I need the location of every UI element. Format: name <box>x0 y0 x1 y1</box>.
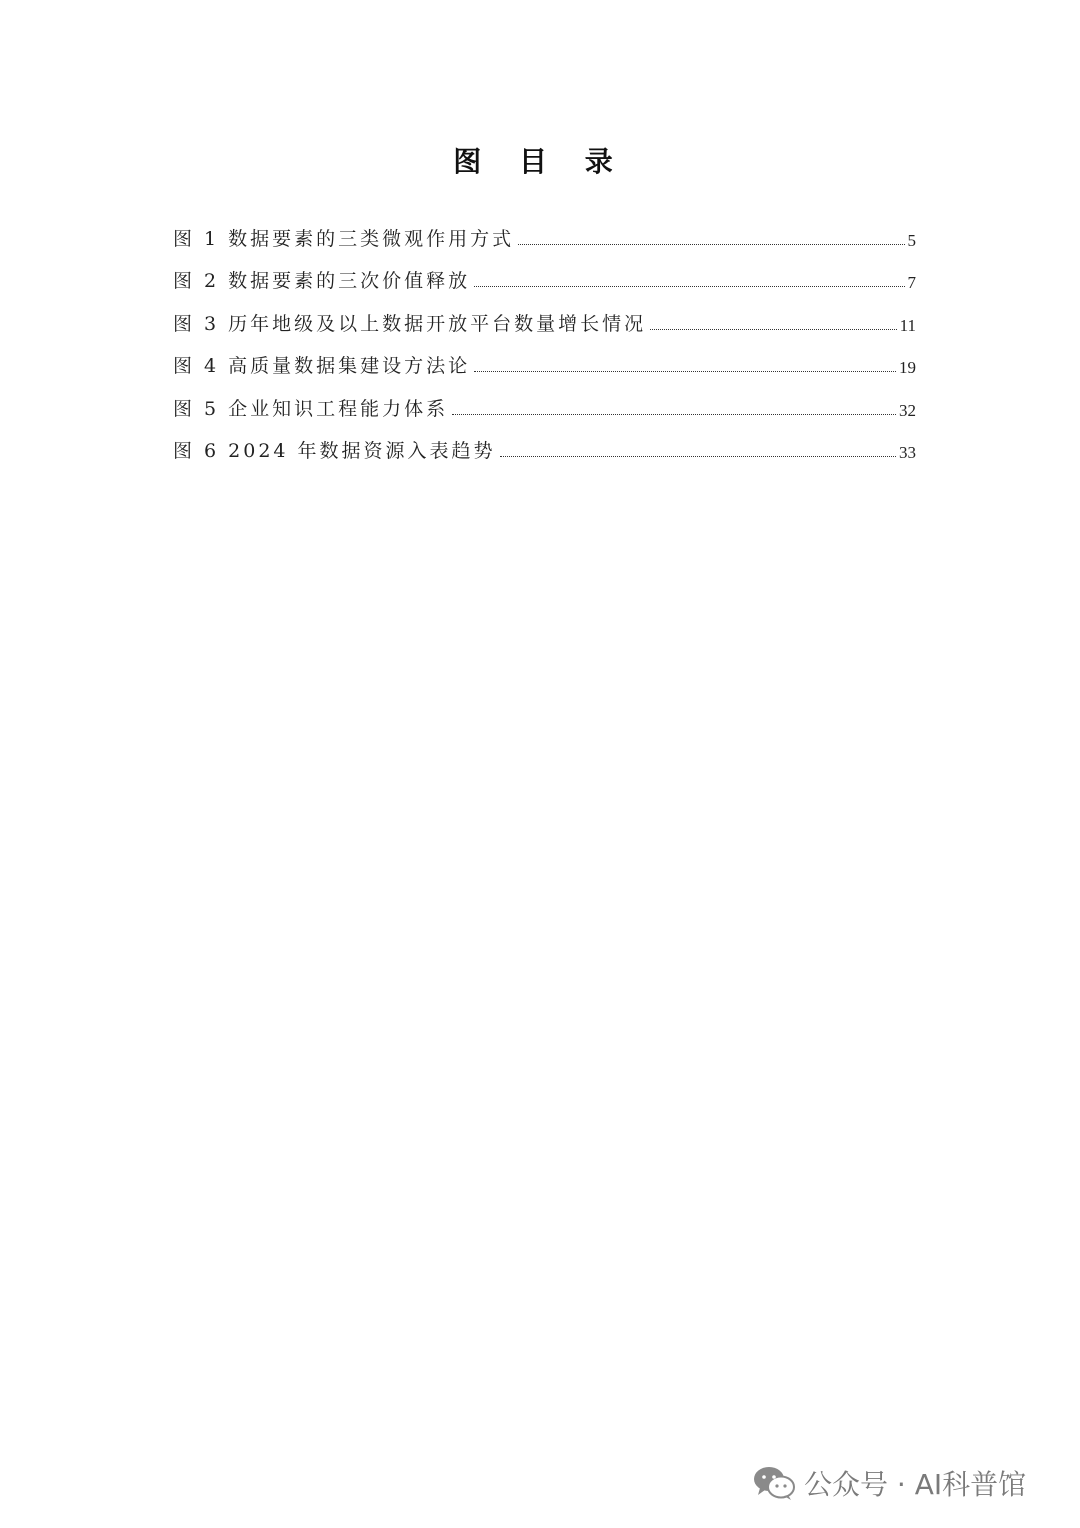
toc-entry[interactable] <box>173 378 916 421</box>
toc-entry-page: 5 <box>907 230 916 250</box>
toc-entry-label: 图 6 2024 年数据资源入表趋势 <box>173 440 496 462</box>
toc-entry-page: 11 <box>899 315 916 335</box>
toc-leader-dots <box>518 243 904 245</box>
toc-leader-dots <box>650 328 896 330</box>
wechat-icon <box>752 1465 796 1501</box>
toc-entry-page: 19 <box>899 358 916 377</box>
toc-entry-page: 33 <box>899 443 916 462</box>
table-of-figures <box>173 208 916 463</box>
toc-entry[interactable] <box>173 336 916 379</box>
toc-entry[interactable] <box>173 293 916 336</box>
toc-entry-page: 32 <box>899 400 916 420</box>
page-title: 图 目 录 <box>453 145 627 178</box>
watermark <box>752 1461 1026 1505</box>
toc-entry[interactable] <box>173 251 916 294</box>
toc-leader-dots <box>452 413 896 415</box>
toc-leader-dots <box>474 370 896 372</box>
toc-leader-dots <box>500 455 896 457</box>
toc-entry[interactable] <box>173 208 916 251</box>
toc-entry[interactable] <box>173 421 916 464</box>
toc-entry-label: 图 3 历年地级及以上数据开放平台数量增长情况 <box>173 312 647 335</box>
toc-entry-label: 图 1 数据要素的三类微观作用方式 <box>173 227 515 250</box>
watermark-text: 公众号 · AI科普馆 <box>804 1468 1027 1501</box>
toc-entry-label: 图 4 高质量数据集建设方法论 <box>173 355 471 377</box>
toc-entry-page: 7 <box>907 273 916 292</box>
toc-leader-dots <box>474 285 904 287</box>
toc-entry-label: 图 5 企业知识工程能力体系 <box>173 397 449 420</box>
toc-entry-label: 图 2 数据要素的三次价值释放 <box>173 270 471 292</box>
